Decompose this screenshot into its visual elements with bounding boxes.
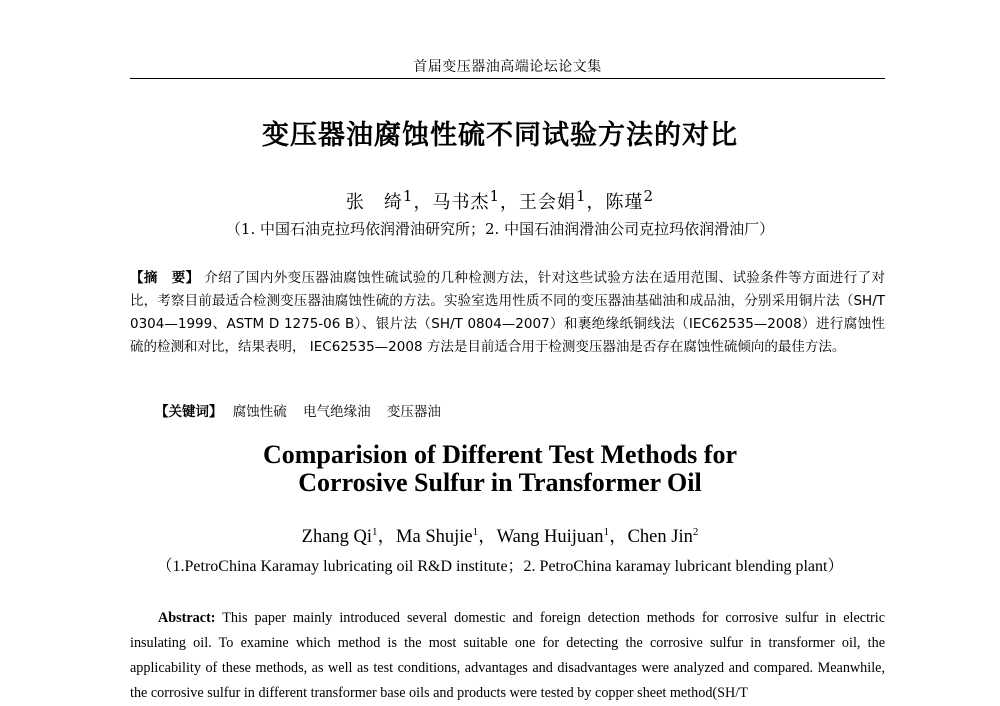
author-name: 陈瑾: [605, 192, 644, 213]
author-name: 张 绮: [345, 192, 403, 213]
author-separator: ，: [500, 192, 519, 213]
chinese-authors: [0, 187, 1000, 214]
author-name: Wang Huijuan: [496, 527, 604, 547]
keywords-label: 【关键词】: [155, 404, 223, 420]
english-title-line: Corrosive Sulfur in Transformer Oil: [298, 468, 702, 497]
keyword: 腐蚀性硫: [232, 404, 287, 420]
abstract-label: Abstract:: [158, 610, 216, 626]
author-name: Ma Shujie: [396, 527, 473, 547]
keyword: 变压器油: [386, 404, 441, 420]
author-name: Chen Jin: [627, 527, 693, 547]
author-affil-mark: 1: [489, 187, 500, 205]
author-separator: ，: [377, 527, 397, 547]
english-authors: [0, 522, 1000, 548]
keyword: 电气绝缘油: [303, 404, 371, 420]
author-name: 马书杰: [432, 192, 490, 213]
chinese-affiliations: （1. 中国石油克拉玛依润滑油研究所；2. 中国石油润滑油公司克拉玛依润滑油厂）: [225, 220, 775, 238]
abstract-text: This paper mainly introduced several domestic and foreign detection methods for corrosive sulfur in electric insulating oil. To examine which method is the most suitable one for detecting the corrosive sulfur in transformer oil, the applicability of these methods, as well as test conditions, advantages and disadvantages were analyzed and compared. Meanwhile, the corrosive sulfur in different transformer base oils and products were tested by copper sheet method(SH/T: [130, 610, 885, 701]
author-separator: ，: [586, 192, 606, 213]
abstract-label: 【摘 要】: [130, 270, 200, 286]
abstract-text: 介绍了国内外变压器油腐蚀性硫试验的几种检测方法，针对这些试验方法在适用范围、试验条件等方面进行了对比，考察目前最适合检测变压器油腐蚀性硫的方法。实验室选用性质不同的变压器油基础油和成品油，分别采用铜片法（SH/T 0304—1999、ASTM D 1275-06 B）、银片法（SH/T 0804—2007）和裹绝缘纸铜线法（IEC62535—2008）进行腐蚀性硫的检测和对比，结果表明， IEC62535—2008 方法是目前适合用于检测变压器油是否存在腐蚀性硫倾向的最佳方法。: [130, 270, 886, 355]
author-affil-mark: 1: [402, 187, 414, 205]
author-affil-mark: 2: [643, 187, 655, 205]
english-affiliations: （1.PetroChina Karamay lubricating oil R&D institute；2. PetroChina karamay lubricant blending plant）: [156, 558, 844, 575]
chinese-keywords: [155, 400, 885, 420]
english-title-line: Comparision of Different Test Methods for: [263, 440, 737, 469]
author-affil-mark: 1: [603, 525, 610, 538]
english-title: [0, 441, 1000, 497]
author-separator: ，: [478, 527, 497, 547]
header-rule: [130, 78, 885, 79]
author-affil-mark: 2: [692, 525, 699, 538]
author-affil-mark: 1: [472, 525, 479, 538]
chinese-title: 变压器油腐蚀性硫不同试验方法的对比: [262, 120, 738, 151]
author-name: Zhang Qi: [301, 527, 373, 547]
author-name: 王会娟: [519, 192, 576, 213]
chinese-abstract: [130, 267, 885, 359]
author-affil-mark: 1: [576, 187, 587, 205]
author-separator: ，: [609, 527, 628, 547]
author-separator: ，: [413, 192, 433, 213]
running-header: 首届变压器油高端论坛论文集: [413, 59, 602, 75]
english-abstract: [130, 606, 885, 706]
author-affil-mark: 1: [372, 525, 378, 538]
